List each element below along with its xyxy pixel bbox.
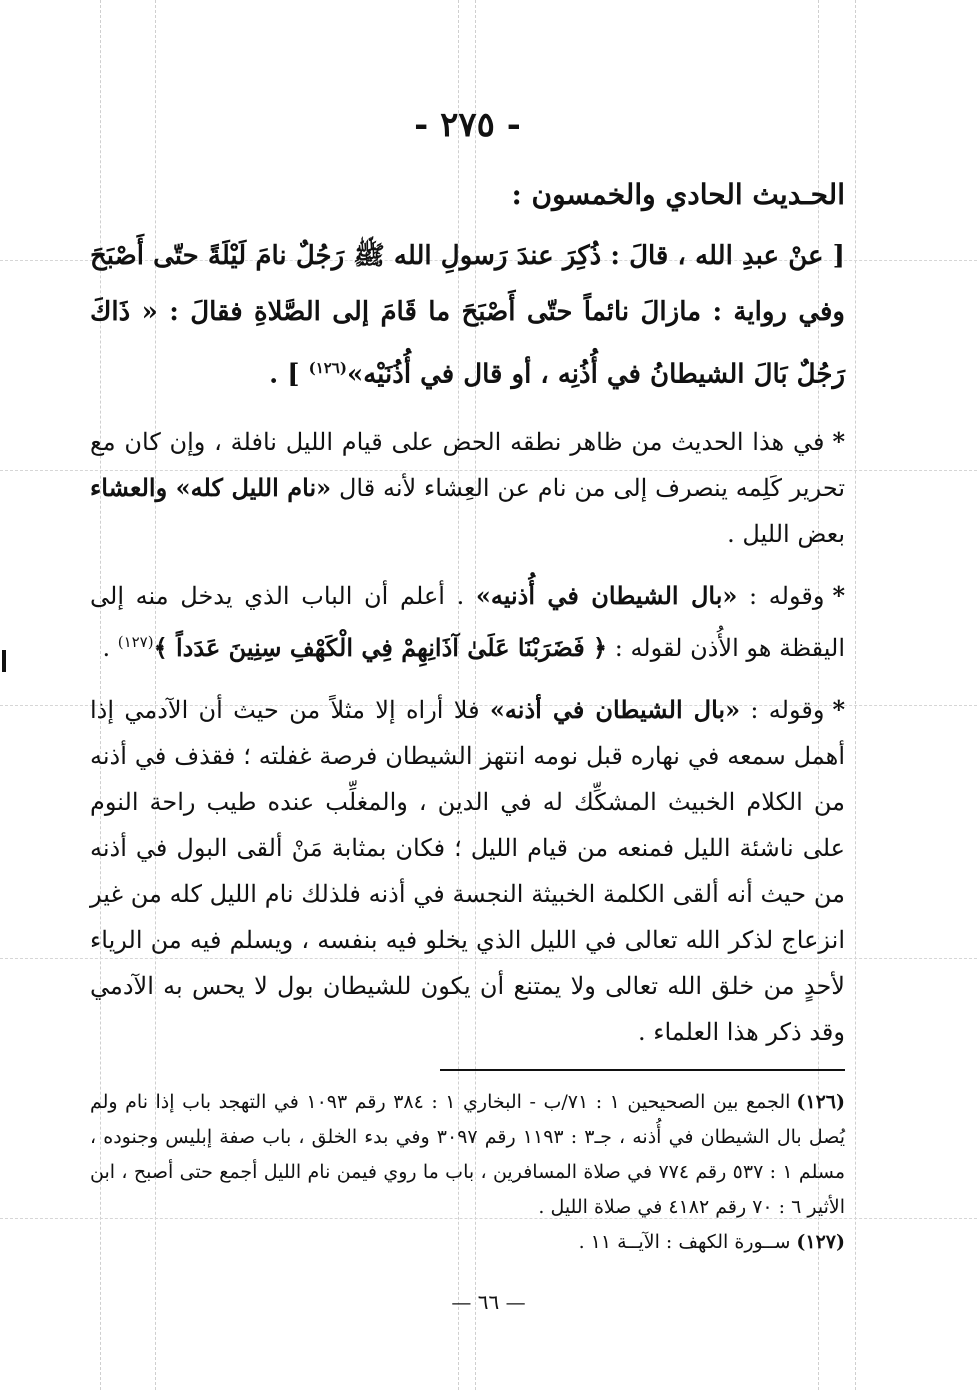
paragraph-text: فلا أراه إلا مثلاً من حيث أن الآدمي إذا أهمل سمعه في نهاره قبل نومه انتهز الشيطان فرصة غفلته ؛ فقذف في أذنه من الكلام الخبيث المشكِّك له في الدين ، والمغلِّب عنده طيب راحة النوم على ناشئة الليل فمنعه من قيام الليل ؛ فكان بمثابة مَنْ ألقى البول في أذنه من حيث أنه ألقى الكلمة الخبيثة النجسة في أذنه فلذلك نام الليل كله من غير انزعاج لذكر الله تعالى في الليل الذي يخلو فيه بنفسه ، ويسلم فيه من الرياء لأحدٍ من خلق الله تعالى ولا يمتنع أن يكون للشيطان بول لا يحس به الآدمي وقد ذكر هذا العلماء . bbox=[90, 695, 846, 1046]
quoted-phrase: «نام الليل كله» والعشاء bbox=[90, 472, 332, 502]
paragraph-text: . أعلم أن الباب الذي يدخل منه إلى اليقظة هو الأُذن لقوله : bbox=[90, 581, 845, 662]
footnote-ref-126: (١٢٦) bbox=[308, 359, 347, 377]
quoted-phrase: «بال الشيطان في أذنه» bbox=[489, 694, 741, 724]
footnote-separator bbox=[90, 1069, 845, 1071]
quoted-phrase: «بال الشيطان في أُذنيه» bbox=[475, 580, 738, 610]
footnote-126 bbox=[90, 1085, 845, 1225]
paragraph-text: وقوله : bbox=[737, 581, 825, 610]
original-page-number: — ٦٦ — bbox=[451, 1290, 526, 1314]
page-content bbox=[90, 100, 845, 1260]
commentary-paragraph-2 bbox=[90, 573, 845, 671]
hadith-body: [ عنْ عبدِ الله ، قالَ : ذُكِرَ عندَ رَسولِ الله ﷺ رَجُلٌ نامَ لَيْلَةً حتّى أَصْبَحَ وفي رواية : مازالَ نائماً حتّى أَصْبَحَ ما قَامَ إلى الصَّلاةِ فقالَ : « ذَاكَ رَجُلٌ بَالَ الشيطانُ في أُذُنِه ، أو قال في أُذُنَيْه» bbox=[90, 241, 845, 390]
paragraph-text: في هذا الحديث من ظاهر نطقه الحض على قيام الليل نافلة ، وإن كان مع تحرير كَلِمه ينصرف إلى من نام عن العِشاء لأنه قال bbox=[90, 427, 846, 502]
footnote-number: (١٢٦) bbox=[796, 1090, 846, 1113]
bullet-star: * bbox=[832, 426, 845, 456]
commentary-paragraph-1 bbox=[90, 419, 845, 557]
footnotes bbox=[90, 1085, 845, 1260]
paragraph-text: . bbox=[102, 633, 118, 662]
margin-mark bbox=[2, 650, 6, 672]
hadith-text bbox=[90, 228, 845, 403]
paragraph-text: بعض الليل . bbox=[727, 519, 845, 548]
footnote-ref-127: (١٢٧) bbox=[117, 632, 154, 651]
footnote-number: (١٢٧) bbox=[796, 1230, 845, 1253]
footnote-127 bbox=[90, 1225, 845, 1260]
quran-verse: ﴿ فَضَرَبْنَا عَلَىٰ آذَانِهِمْ فِي الْكَهْفِ سِنِينَ عَدَداً ﴾ bbox=[153, 632, 608, 662]
hadith-closing: ] . bbox=[269, 359, 300, 390]
footnote-text: ســورة الكهف : الآيــة ١١ . bbox=[578, 1230, 791, 1253]
bullet-star: * bbox=[832, 694, 846, 724]
paragraph-text: وقوله : bbox=[740, 695, 825, 724]
bullet-star: * bbox=[832, 580, 846, 610]
footnote-text: الجمع بين الصحيحين ١ : ٧١/ب - البخاري ١ : ٣٨٤ رقم ١٠٩٣ في التهجد باب إذا نام ولم يُصل بال الشيطان في أُذنه ، جـ٣ : ١١٩٣ رقم ٣٠٩٧ وفي بدء الخلق ، باب صفة إبليس وجنوده ، مسلم ١ : ٥٣٧ رقم ٧٧٤ في صلاة المسافرين ، باب ما روي فيمن نام الليل أجمع حتى أصبح ، ابن الأثير ٦ : ٧٠ رقم ٤١٨٢ في صلاة الليل . bbox=[90, 1090, 845, 1218]
commentary-paragraph-3 bbox=[90, 687, 845, 1055]
page-number: - ٢٧٥ - bbox=[414, 105, 521, 145]
section-heading: الحـديث الحادي والخمسون : bbox=[511, 178, 845, 211]
